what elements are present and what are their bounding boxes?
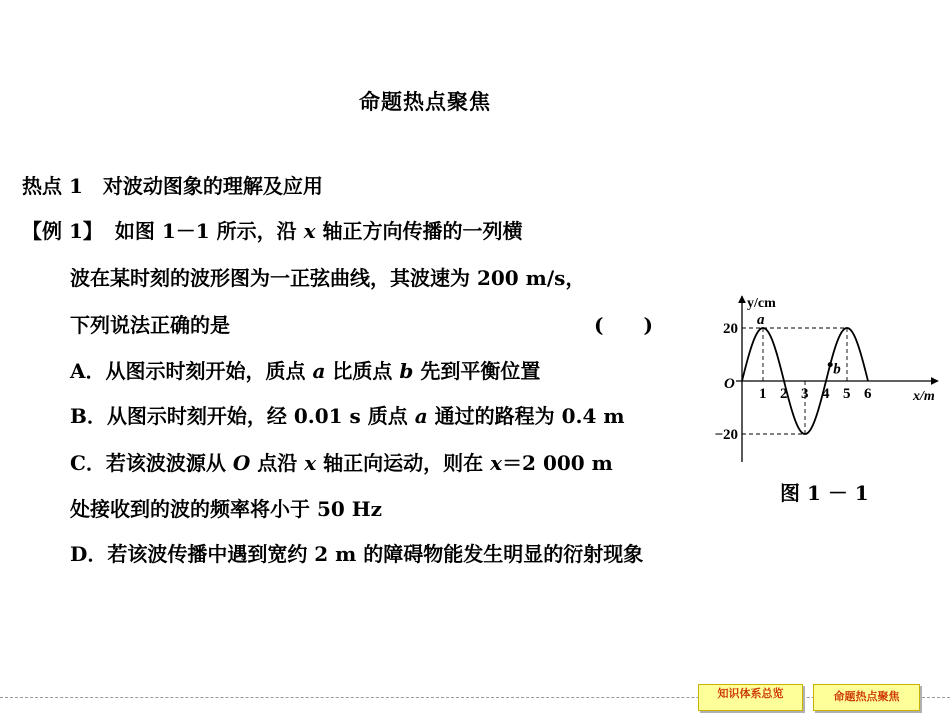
var-a: a	[414, 404, 428, 428]
x-tick-label: 2	[780, 386, 788, 402]
stem-variable-x: x	[303, 219, 316, 243]
option-b	[70, 400, 625, 429]
option-c-text: 点沿	[250, 451, 305, 475]
option-b-text: 通过的路程为 0.4 m	[427, 404, 625, 428]
x-tick-label: 3	[801, 386, 809, 402]
point-a-label: a	[757, 312, 765, 328]
x-axis-label: x/m	[913, 389, 935, 404]
example-stem-line1	[22, 215, 523, 244]
example-stem-line3: 下列说法正确的是	[70, 313, 230, 337]
option-c-text: 轴正向运动，则在	[316, 451, 491, 475]
var-x: x	[490, 451, 503, 475]
option-c	[70, 447, 613, 476]
stem-text: 如图 1－1 所示，沿	[114, 219, 304, 243]
hotspot-heading: 热点 1 对波动图象的理解及应用	[22, 174, 323, 198]
y-tick-label-top: 20	[723, 321, 738, 337]
slide-title: 命题热点聚焦	[359, 89, 491, 114]
option-d: D．若该波传播中遇到宽约 2 m 的障碍物能发生明显的衍射现象	[70, 542, 644, 566]
y-axis-label: y/cm	[747, 296, 776, 311]
option-a-text: 先到平衡位置	[413, 359, 541, 383]
x-tick-label: 1	[759, 386, 767, 402]
option-c-line2: 处接收到的波的频率将小于 50 Hz	[70, 497, 383, 521]
bottom-divider	[0, 697, 950, 698]
option-a-text: 比质点	[325, 359, 400, 383]
var-O: O	[232, 451, 251, 475]
point-b-dot	[828, 362, 833, 367]
option-c-text: ＝2 000 m	[502, 451, 613, 475]
example-label: 【例 1】	[22, 219, 103, 243]
option-a-text: A．从图示时刻开始，质点	[70, 359, 313, 383]
x-tick-label: 4	[822, 386, 830, 402]
point-b-label: b	[833, 361, 841, 378]
nav-knowledge-overview-button[interactable]: 知识体系总览	[698, 684, 803, 711]
answer-blank: ( )	[594, 313, 653, 337]
var-a: a	[312, 359, 326, 383]
var-b: b	[399, 359, 414, 383]
y-tick-label-bottom: −20	[714, 427, 738, 443]
option-a	[70, 355, 540, 384]
figure-caption: 图 1 － 1	[780, 481, 869, 505]
nav-hot-topics-button[interactable]: 命题热点聚焦	[813, 684, 920, 711]
wave-graph	[700, 290, 945, 470]
stem-text: 轴正方向传播的一列横	[315, 219, 523, 243]
x-tick-label: 6	[864, 386, 872, 402]
x-tick-labels	[759, 386, 872, 402]
option-b-text: B．从图示时刻开始，经 0.01 s 质点	[70, 404, 415, 428]
example-stem-line2: 波在某时刻的波形图为一正弦曲线，其波速为 200 m/s，	[70, 266, 586, 290]
origin-label: O	[724, 376, 735, 392]
option-c-text: C．若该波波源从	[70, 451, 233, 475]
var-x: x	[304, 451, 317, 475]
x-tick-label: 5	[843, 386, 851, 402]
